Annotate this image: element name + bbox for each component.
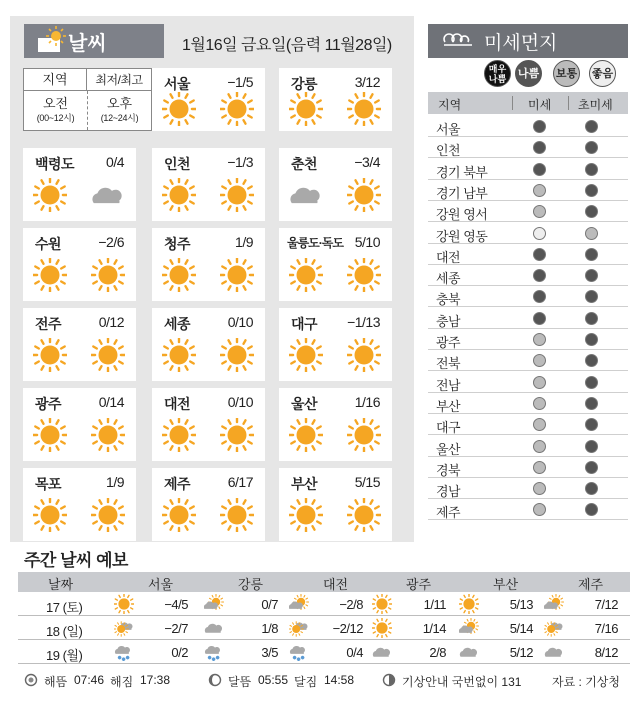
weekly-row [18,593,630,616]
cloud-sun-icon [204,594,224,619]
weekly-header [18,572,630,592]
sun-icon [220,178,254,217]
cloud-icon [91,178,125,217]
pm25-dot [585,269,598,282]
pm25-dot [585,503,598,516]
weekly-city-header: 부산 [493,577,519,592]
city-card [152,388,265,461]
moonset-label: 달짐 [294,675,318,689]
city-temp: 0/10 [227,314,253,330]
sun-icon [459,594,479,619]
sunset-time: 17:38 [140,673,171,687]
weekly-temp: −4/5 [164,597,188,612]
weekly-temp: −2/7 [164,621,188,636]
city-card [279,148,392,221]
legend-box [23,68,152,131]
weekly-temp: 0/7 [261,597,278,612]
sunrise-time: 07:46 [74,673,105,687]
pm10-dot [533,354,546,367]
pm10-dot [533,163,546,176]
weekly-temp: 5/12 [509,645,533,660]
city-temp: 0/10 [227,394,253,410]
dust-region: 전남 [436,377,461,393]
dust-region: 대전 [436,249,461,265]
dust-title: 미세먼지 [484,32,558,54]
dust-region: 대구 [436,420,461,436]
dust-level-badge: 좋음 [589,60,616,87]
city-temp: 6/17 [227,474,253,490]
cloud-sun-icon [544,594,564,619]
city-temp: 0/12 [98,314,124,330]
city-card [23,148,136,221]
weekly-temp: 1/8 [261,621,278,636]
weekly-date: 18 (일) [46,624,83,639]
dust-region: 인천 [436,143,461,159]
city-card [279,388,392,461]
city-card [279,228,392,301]
dust-row [428,329,628,350]
pm10-dot [533,248,546,261]
pm10-dot [533,227,546,240]
pm25-dot [585,120,598,133]
sun-icon [220,338,254,377]
pm10-dot [533,333,546,346]
city-card [23,468,136,541]
city-temp: −1/5 [227,74,253,90]
snow-icon [204,642,224,667]
pm10-dot [533,461,546,474]
sun-icon [347,258,381,297]
city-name: 울릉도·독도 [287,236,343,250]
snow-icon [114,642,134,667]
sun-icon [162,338,196,377]
dust-region: 강원 영서 [436,207,488,223]
pm25-dot [585,418,598,431]
city-name: 강릉 [291,76,318,92]
dust-row [428,308,628,329]
dust-row [428,201,628,222]
sun-icon [162,92,196,131]
city-name: 목포 [35,476,62,492]
pm25-dot [585,376,598,389]
weekly-city-header: 제주 [578,577,604,592]
info-icon [382,673,396,690]
sunrise-label: 해뜸 [44,675,68,689]
pm25-dot [585,461,598,474]
legend-am-sub: (00~12시) [36,113,75,123]
footer [18,668,630,694]
sun-icon [33,258,67,297]
city-card [152,148,265,221]
dust-row [428,414,628,435]
pm25-dot [585,290,598,303]
sun-icon [33,498,67,537]
pm10-dot [533,290,546,303]
dust-row [428,180,628,201]
pm10-dot [533,120,546,133]
sun-icon [347,178,381,217]
sunset-label: 해짐 [110,675,134,689]
dust-region: 강원 영동 [436,228,488,244]
weekly-temp: 3/5 [261,645,278,660]
sun-icon [289,418,323,457]
city-card [23,308,136,381]
sun-icon [347,338,381,377]
city-temp: 1/9 [235,234,253,250]
pm25-dot [585,482,598,495]
weekly-temp: 5/14 [509,621,533,636]
pm10-dot [533,184,546,197]
pm10-dot [533,397,546,410]
moonrise-time: 05:55 [258,673,289,687]
weekly-city-header: 광주 [406,577,432,592]
haze-icon [442,28,474,54]
sun-icon [162,178,196,217]
city-temp: 1/16 [354,394,380,410]
cloud-icon [459,642,479,667]
sun-icon [91,418,125,457]
sun-icon [33,178,67,217]
dust-region: 경북 [436,462,461,478]
sun-icon [33,338,67,377]
pm25-dot [585,205,598,218]
dust-row [428,223,628,244]
city-name: 대전 [164,396,191,412]
dust-row [428,457,628,478]
pm25-dot [585,227,598,240]
city-card [152,228,265,301]
cloud-icon [204,618,224,643]
dust-region: 광주 [436,335,461,350]
city-temp: 3/12 [354,74,380,90]
sun-icon [347,498,381,537]
legend-region: 지역 [24,69,87,91]
pm10-dot [533,205,546,218]
weekly-city-header: 강릉 [238,577,264,592]
dust-table-header [428,92,628,114]
dust-row [428,350,628,371]
weekly-city-header: 대전 [323,577,349,592]
cloud-sun-icon [289,594,309,619]
pm25-dot [585,248,598,261]
sunrise-icon [24,673,38,690]
weekly-temp: 1/14 [422,621,446,636]
dust-region: 서울 [436,122,461,137]
sun-icon [347,92,381,131]
dust-row [428,393,628,414]
city-card [152,68,265,131]
moonset-time: 14:58 [324,673,355,687]
dust-row [428,116,628,137]
pm10-dot [533,376,546,389]
dust-row [428,499,628,520]
sun-icon [289,92,323,131]
weekly-title: 주간 날씨 예보 [24,551,128,570]
info-text: 기상안내 국번없이 131 [402,675,522,689]
weekly-row [18,617,630,640]
sun-cloud-icon [544,618,564,643]
weekly-date: 19 (월) [46,648,83,663]
dust-region: 경남 [436,484,461,500]
city-name: 서울 [164,76,191,92]
city-name: 백령도 [35,156,75,172]
pm10-dot [533,503,546,516]
dust-row [428,478,628,499]
sun-icon [220,92,254,131]
dust-region: 세종 [436,271,461,287]
city-card [23,388,136,461]
dust-region: 충남 [436,313,461,329]
weekly-city-header: 서울 [148,577,174,592]
dust-level-badge: 보통 [553,60,580,87]
dust-col-pm25: 초미세 [578,98,613,112]
sun-icon [220,498,254,537]
dust-region: 부산 [436,398,461,414]
pm25-dot [585,141,598,154]
sun-icon [91,258,125,297]
dust-region: 경기 북부 [436,164,488,180]
city-temp: 1/9 [106,474,124,490]
source-text: 자료 : 기상청 [552,675,620,689]
city-card [152,468,265,541]
city-temp: −3/4 [354,154,380,170]
city-temp: 5/15 [354,474,380,490]
sun-icon [162,418,196,457]
weekly-temp: −2/12 [332,621,363,636]
dust-col-region: 지역 [438,98,462,112]
weekly-date-header: 날짜 [48,577,74,592]
dust-region: 경기 남부 [436,185,488,201]
city-name: 청주 [164,236,191,252]
pm25-dot [585,312,598,325]
pm10-dot [533,440,546,453]
dust-region: 제주 [436,505,461,521]
weekly-temp: 0/2 [171,645,188,660]
moonrise-label: 달뜸 [228,675,252,689]
sun-icon [33,418,67,457]
weekly-temp: 7/16 [594,621,618,636]
dust-level-badge: 나쁨 [515,60,542,87]
weekly-temp: 1/11 [423,597,446,612]
city-name: 인천 [164,156,191,172]
city-card [279,68,392,131]
weekly-temp: 0/4 [346,645,363,660]
dust-row [428,436,628,457]
legend-pm: 오후 [106,96,133,111]
dust-level-badge: 매우 나쁨 [484,60,511,87]
weekly-date: 17 (토) [46,600,83,615]
dust-row [428,137,628,158]
sun-icon [347,418,381,457]
weekly-temp: 2/8 [429,645,446,660]
city-temp: 0/4 [106,154,124,170]
dust-region: 충북 [436,292,461,308]
cloud-sun-icon [459,618,479,643]
cloud-icon [544,642,564,667]
pm25-dot [585,333,598,346]
city-temp: −2/6 [98,234,124,250]
city-name: 대구 [291,316,318,332]
city-name: 전주 [35,316,62,332]
city-name: 부산 [291,476,318,492]
sun-icon [289,338,323,377]
weekly-temp: 8/12 [594,645,618,660]
dust-row [428,372,628,393]
dust-row [428,286,628,307]
date-line: 1월16일 금요일(음력 11월28일) [182,37,392,54]
sun-icon [289,498,323,537]
sun-cloud-icon [114,618,134,643]
sun-icon [91,498,125,537]
sun-icon [114,594,134,619]
city-name: 울산 [291,396,318,412]
pm25-dot [585,397,598,410]
sun-icon [162,258,196,297]
pm10-dot [533,418,546,431]
city-card [152,308,265,381]
weather-title: 날씨 [68,32,107,55]
weekly-temp: 7/12 [594,597,618,612]
dust-row [428,265,628,286]
cloud-icon [372,642,392,667]
dust-row [428,159,628,180]
legend-minmax: 최저/최고 [87,69,151,91]
city-temp: −1/13 [347,314,380,330]
pm25-dot [585,163,598,176]
weather-header-icon [24,24,68,58]
dust-col-pm10: 미세 [528,98,552,112]
city-name: 광주 [35,396,62,412]
cloud-icon [289,178,323,217]
sun-cloud-icon [289,618,309,643]
dust-header [428,24,628,58]
pm25-dot [585,354,598,367]
dust-row [428,244,628,265]
pm10-dot [533,269,546,282]
pm25-dot [585,184,598,197]
sun-icon [372,594,392,619]
weekly-temp: 5/13 [509,597,533,612]
city-temp: 0/14 [98,394,124,410]
city-name: 수원 [35,236,62,252]
city-card [23,228,136,301]
pm10-dot [533,312,546,325]
dust-region: 울산 [436,441,461,457]
pm10-dot [533,141,546,154]
sun-icon [162,498,196,537]
city-name: 춘천 [291,156,318,172]
sun-icon [289,258,323,297]
snow-icon [289,642,309,667]
city-card [279,468,392,541]
pm25-dot [585,440,598,453]
weather-header [24,24,164,58]
sun-icon [220,258,254,297]
moon-icon [208,673,222,690]
city-temp: 5/10 [354,234,380,250]
sun-icon [220,418,254,457]
weekly-row [18,641,630,664]
weekly-temp: −2/8 [339,597,363,612]
city-name: 세종 [164,316,191,332]
legend-am: 오전 [42,96,69,111]
city-temp: −1/3 [227,154,253,170]
city-name: 제주 [164,476,191,492]
pm10-dot [533,482,546,495]
dust-region: 전북 [436,356,461,372]
sun-icon [372,618,392,643]
city-card [279,308,392,381]
legend-pm-sub: (12~24시) [100,113,139,123]
sun-icon [91,338,125,377]
